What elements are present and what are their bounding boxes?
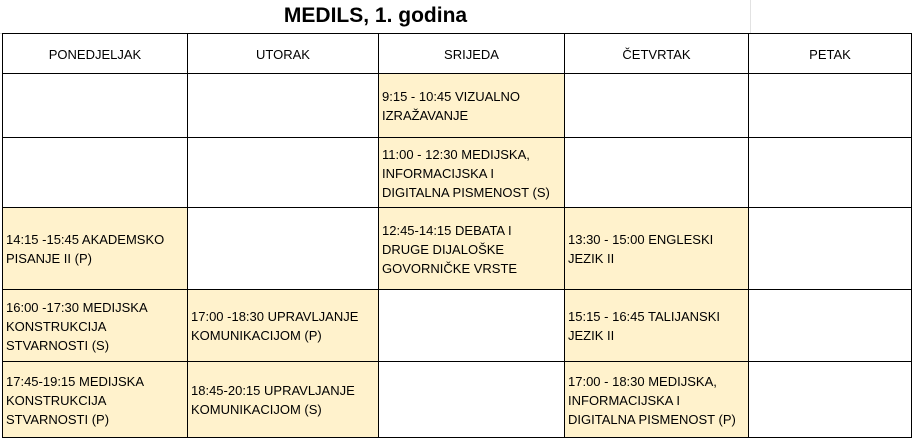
schedule-cell[interactable] — [188, 208, 379, 290]
schedule-cell[interactable]: 17:00 - 18:30 MEDIJSKA, INFORMACIJSKA I DIGITALNA PISMENOST (P) — [565, 362, 749, 438]
header-row — [3, 34, 912, 74]
title-row — [0, 0, 912, 34]
day-header-thursday[interactable]: ČETVRTAK — [565, 34, 749, 74]
schedule-cell[interactable]: 18:45-20:15 UPRAVLJANJE KOMUNIKACIJOM (S) — [188, 362, 379, 438]
table-row — [3, 74, 912, 138]
schedule-cell[interactable] — [749, 362, 912, 438]
schedule-cell[interactable] — [749, 74, 912, 138]
schedule-cell[interactable]: 12:45-14:15 DEBATA I DRUGE DIJALOŠKE GOVORNIČKE VRSTE — [379, 208, 565, 290]
page-title[interactable]: MEDILS, 1. godina — [283, 4, 468, 27]
schedule-cell[interactable]: 9:15 - 10:45 VIZUALNO IZRAŽAVANJE — [379, 74, 565, 138]
schedule-cell[interactable]: 13:30 - 15:00 ENGLESKI JEZIK II — [565, 208, 749, 290]
schedule-cell[interactable] — [749, 290, 912, 362]
schedule-cell[interactable] — [749, 208, 912, 290]
schedule-cell[interactable] — [3, 138, 188, 208]
schedule-table — [2, 33, 912, 438]
schedule-cell[interactable] — [749, 138, 912, 208]
day-header-tuesday[interactable]: UTORAK — [188, 34, 379, 74]
table-row — [3, 290, 912, 362]
day-header-wednesday[interactable]: SRIJEDA — [379, 34, 565, 74]
schedule-cell[interactable]: 17:00 -18:30 UPRAVLJANJE KOMUNIKACIJOM (P) — [188, 290, 379, 362]
schedule-cell[interactable]: 11:00 - 12:30 MEDIJSKA, INFORMACIJSKA I DIGITALNA PISMENOST (S) — [379, 138, 565, 208]
schedule-cell[interactable] — [379, 362, 565, 438]
day-header-friday[interactable]: PETAK — [749, 34, 912, 74]
schedule-cell[interactable] — [379, 290, 565, 362]
day-header-monday[interactable]: PONEDJELJAK — [3, 34, 188, 74]
schedule-cell[interactable] — [565, 74, 749, 138]
schedule-cell[interactable] — [188, 138, 379, 208]
schedule-cell[interactable]: 15:15 - 16:45 TALIJANSKI JEZIK II — [565, 290, 749, 362]
table-row — [3, 362, 912, 438]
table-row — [3, 208, 912, 290]
schedule-cell[interactable]: 16:00 -17:30 MEDIJSKA KONSTRUKCIJA STVARNOSTI (S) — [3, 290, 188, 362]
schedule-cell[interactable]: 14:15 -15:45 AKADEMSKO PISANJE II (P) — [3, 208, 188, 290]
table-row — [3, 138, 912, 208]
schedule-cell[interactable] — [3, 74, 188, 138]
schedule-cell[interactable] — [188, 74, 379, 138]
schedule-cell[interactable] — [565, 138, 749, 208]
schedule-cell[interactable]: 17:45-19:15 MEDIJSKA KONSTRUKCIJA STVARNOSTI (P) — [3, 362, 188, 438]
